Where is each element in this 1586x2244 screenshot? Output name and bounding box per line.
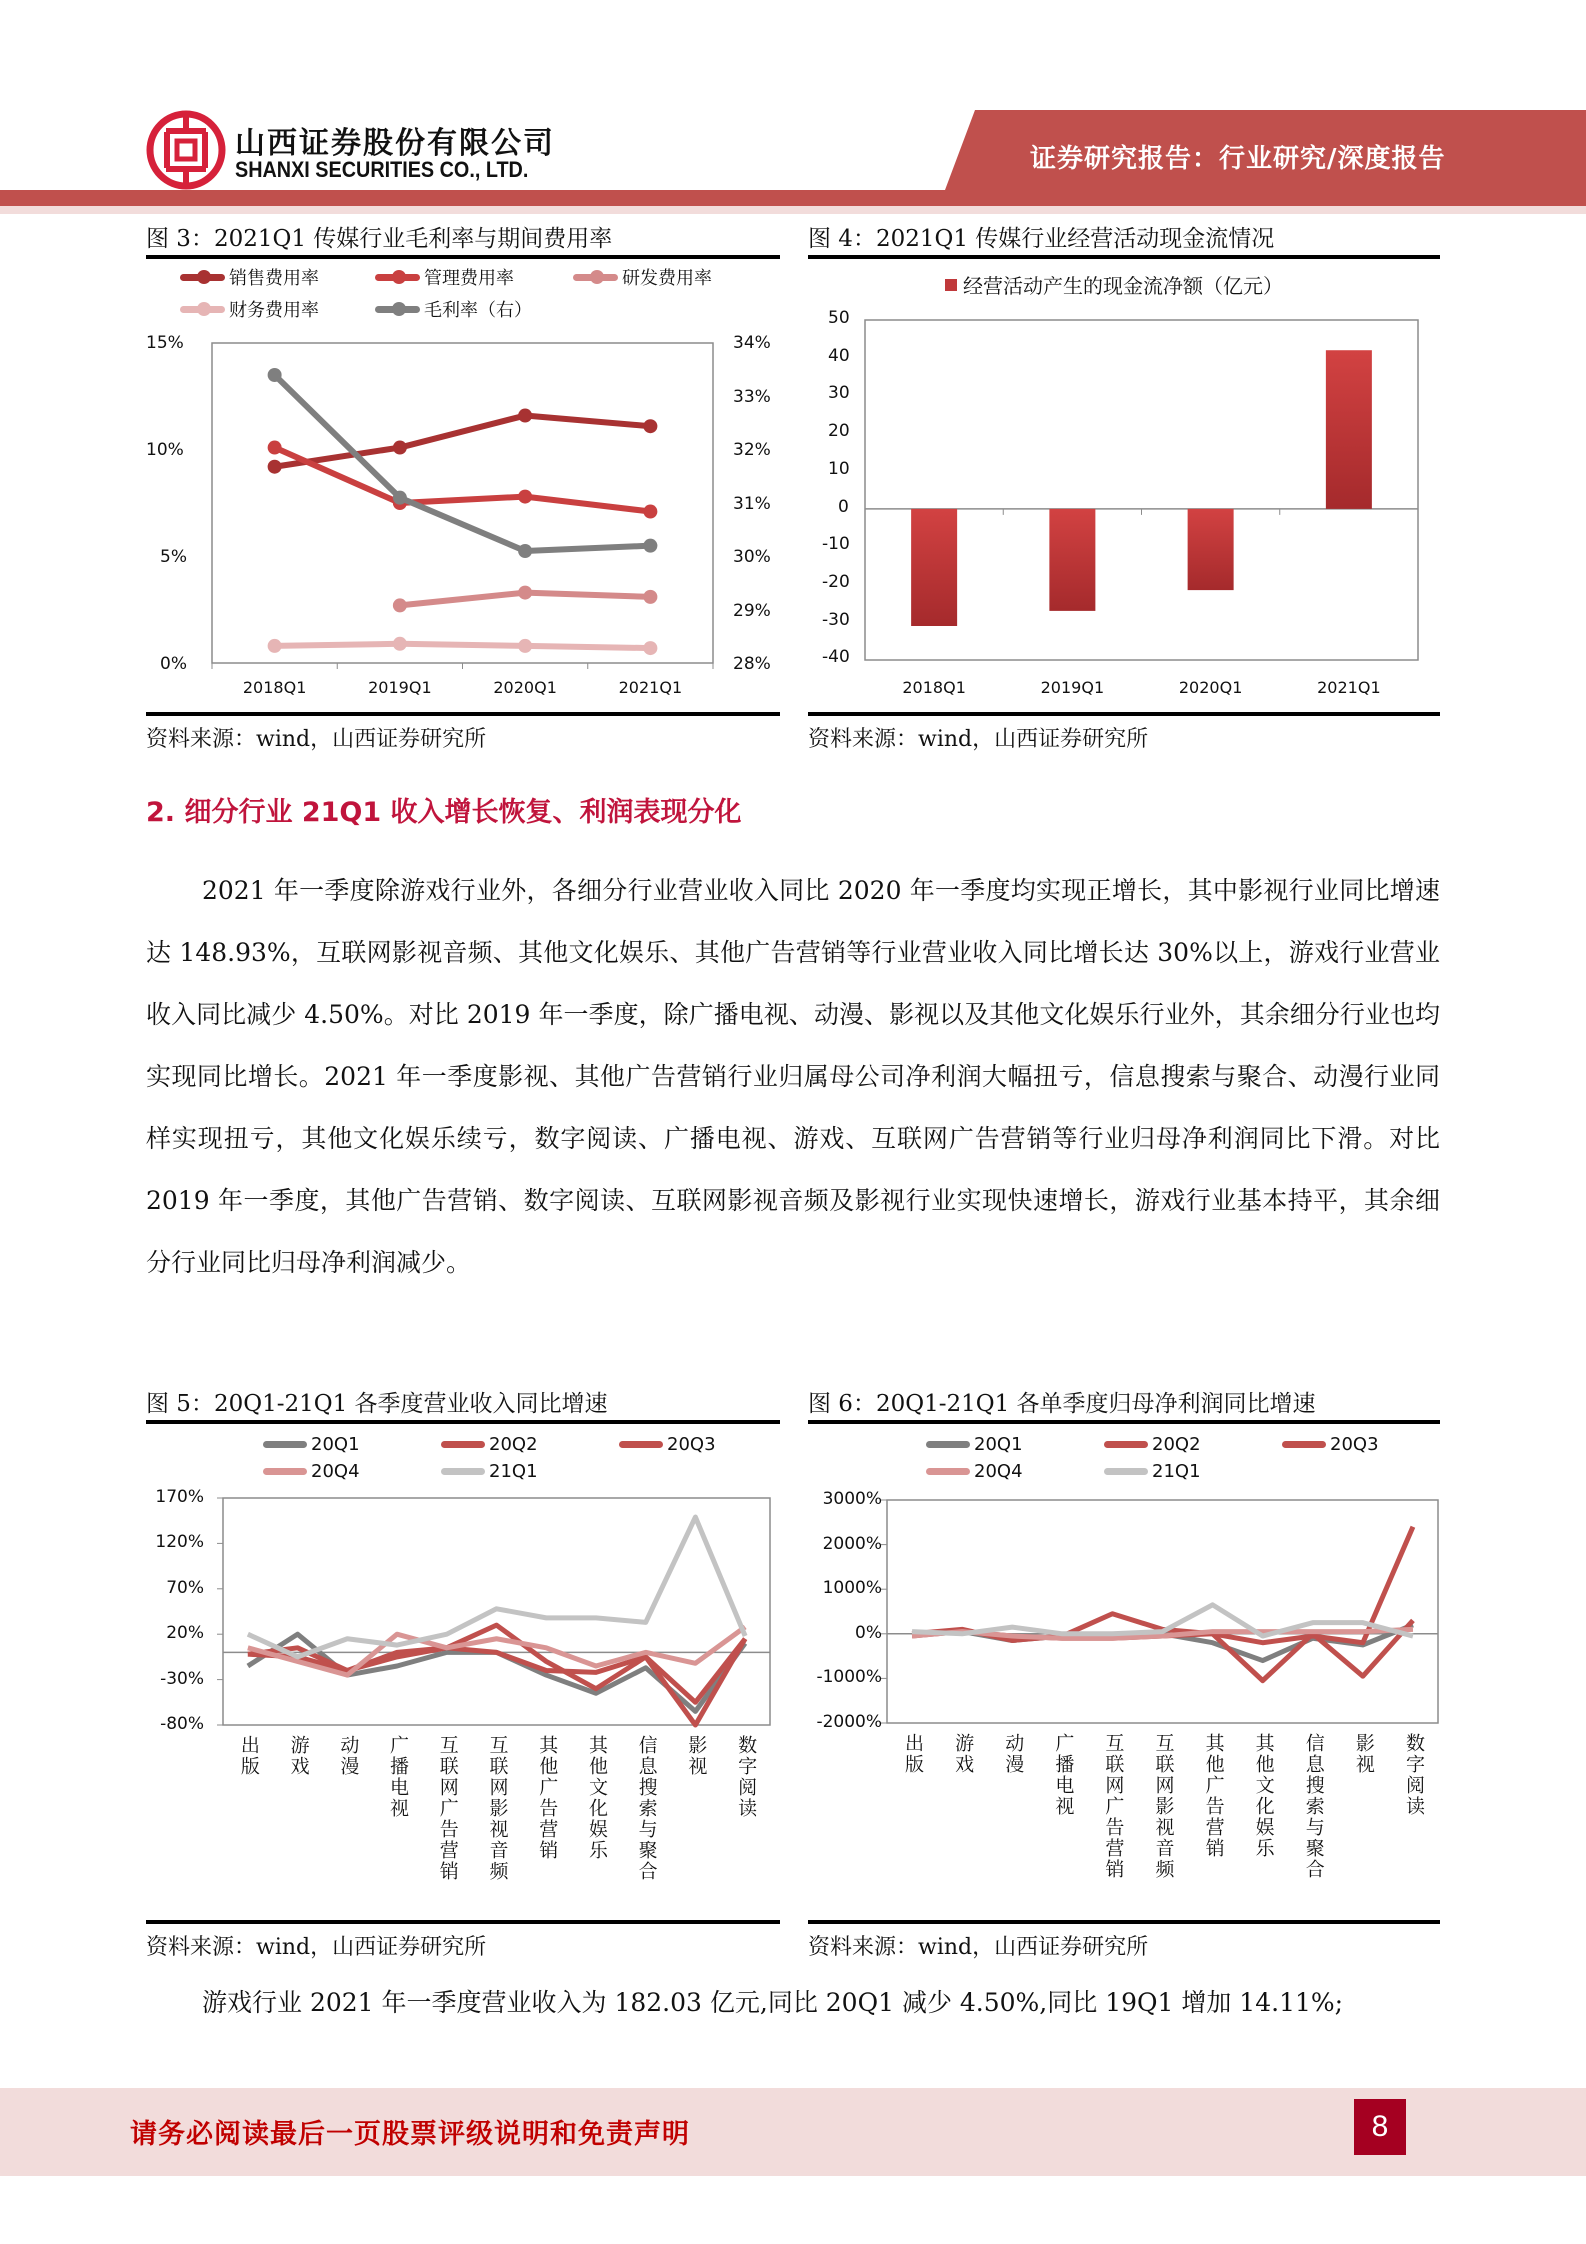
axis-tick-label: -30% <box>160 1668 204 1689</box>
legend-label: 经营活动产生的现金流净额（亿元） <box>963 274 1283 298</box>
axis-tick-label: 10 <box>828 458 850 479</box>
axis-tick-label: 2021Q1 <box>1317 678 1381 697</box>
company-name-cn: 山西证券股份有限公司 <box>235 126 555 161</box>
axis-tick-label: 2019Q1 <box>1040 678 1105 697</box>
axis-tick-label: 2020Q1 <box>493 678 557 697</box>
axis-tick-label: 0 <box>838 496 849 517</box>
axis-category-label: 影视 <box>685 1735 708 1777</box>
axis-tick-label: -10 <box>822 534 850 555</box>
axis-tick-label: 32% <box>733 440 771 460</box>
axis-category-label: 出版 <box>902 1733 925 1775</box>
legend-item <box>926 1434 1023 1455</box>
legend-label: 21Q1 <box>489 1461 538 1482</box>
figure-4-rule <box>808 255 1440 259</box>
legend-swatch-icon <box>263 1468 307 1475</box>
axis-tick-label: 3000% <box>822 1489 882 1509</box>
legend-swatch-icon <box>1282 1441 1326 1448</box>
axis-category-label: 数字阅读 <box>1402 1733 1425 1817</box>
figure-5-rule-bottom <box>146 1920 780 1924</box>
figure-5-rule <box>146 1420 780 1424</box>
axis-tick-label: -40 <box>822 647 850 668</box>
axis-category-label: 动漫 <box>337 1735 360 1777</box>
legend-item <box>375 296 532 322</box>
legend-label: 毛利率（右） <box>424 300 532 321</box>
figure-6-plot <box>800 1480 1440 1730</box>
axis-tick-label: 2019Q1 <box>368 678 432 697</box>
axis-category-label: 游戏 <box>287 1735 310 1777</box>
company-name-en: SHANXI SECURITIES CO., LTD. <box>235 157 529 182</box>
figure-3-rule-bottom <box>146 712 780 716</box>
legend-swatch-icon <box>263 1441 307 1448</box>
axis-tick-label: 70% <box>166 1577 204 1598</box>
axis-tick-label: 170% <box>155 1487 204 1507</box>
legend-item <box>926 1461 1023 1482</box>
legend-swatch-icon <box>573 274 618 281</box>
axis-category-label: 互联网广告营销 <box>1102 1733 1125 1880</box>
legend-swatch-icon <box>375 306 420 313</box>
header-band <box>0 190 1586 206</box>
legend-label: 财务费用率 <box>229 300 319 321</box>
axis-category-label: 其他广告营销 <box>1202 1733 1225 1859</box>
legend-item <box>180 296 319 322</box>
legend-label: 20Q4 <box>311 1461 360 1482</box>
axis-tick-label: 30% <box>733 547 771 567</box>
figure-4-plot <box>800 300 1440 700</box>
axis-tick-label: 1000% <box>822 1578 882 1599</box>
legend-label: 研发费用率 <box>622 268 712 289</box>
figure-5-source: 资料来源：wind，山西证券研究所 <box>146 1935 487 1960</box>
axis-tick-label: -80% <box>160 1714 204 1734</box>
axis-category-label: 其他广告营销 <box>536 1735 559 1861</box>
axis-tick-label: 33% <box>733 386 771 407</box>
axis-category-label: 其他文化娱乐 <box>585 1735 608 1861</box>
legend-label: 20Q2 <box>489 1434 538 1455</box>
axis-tick-label: 28% <box>733 654 771 674</box>
figure-6-source: 资料来源：wind，山西证券研究所 <box>808 1935 1149 1960</box>
legend-label: 21Q1 <box>1152 1461 1201 1482</box>
legend-swatch-icon <box>1104 1468 1148 1475</box>
legend-item <box>1104 1461 1201 1482</box>
axis-tick-label: 5% <box>160 547 187 567</box>
axis-tick-label: 34% <box>733 333 771 353</box>
figure-5-plot <box>140 1480 780 1730</box>
legend-item <box>619 1434 716 1455</box>
axis-tick-label: -30 <box>822 609 850 630</box>
figure-4-title: 图 4：2021Q1 传媒行业经营活动现金流情况 <box>808 226 1275 252</box>
axis-tick-label: 29% <box>733 600 771 621</box>
legend-label: 20Q2 <box>1152 1434 1201 1455</box>
legend-item <box>441 1434 538 1455</box>
report-type: 证券研究报告：行业研究/深度报告 <box>1030 144 1446 174</box>
axis-tick-label: 31% <box>733 493 771 514</box>
legend-swatch-icon <box>441 1468 485 1475</box>
figure-3-plot <box>140 320 780 700</box>
header-band-light <box>0 206 1586 214</box>
axis-tick-label: 15% <box>146 333 184 353</box>
axis-category-label: 游戏 <box>952 1733 975 1775</box>
axis-tick-label: -20 <box>822 571 850 592</box>
axis-category-label: 其他文化娱乐 <box>1252 1733 1275 1859</box>
page-number: 8 <box>1354 2099 1406 2155</box>
axis-tick-label: 2000% <box>822 1533 882 1554</box>
axis-category-label: 影视 <box>1352 1733 1375 1775</box>
axis-category-label: 互联网广告营销 <box>436 1735 459 1882</box>
figure-4-source: 资料来源：wind，山西证券研究所 <box>808 727 1149 752</box>
axis-category-label: 数字阅读 <box>735 1735 758 1819</box>
legend-item <box>1282 1434 1379 1455</box>
axis-tick-label: 2018Q1 <box>242 678 307 697</box>
body-paragraph: 2021 年一季度除游戏行业外，各细分行业营业收入同比 2020 年一季度均实现正增长，其中影视行业同比增速达 148.93%，互联网影视音频、其他文化娱乐、其他广告营销等行业营业收入同比增长达 30%以上，游戏行业营业收入同比减少 4.50%。对比 2019 年一季度，除广播电视、动漫、影视以及其他文化娱乐行业外，其余细分行业也均实现同比增长。2021 年一季度影视、其他广告营销行业归属母公司净利润大幅扭亏，信息搜索与聚合、动漫行业同样实现扭亏，其他文化娱乐续亏，数字阅读、广播电视、游戏、互联网广告营销等行业归母净利润同比下滑。对比 2019 年一季度，其他广告营销、数字阅读、互联网影视音频及影视行业实现快速增长，游戏行业基本持平，其余细分行业同比归母净利润减少。 <box>146 876 1440 1277</box>
axis-tick-label: 20 <box>828 421 850 442</box>
axis-tick-label: 50 <box>828 308 850 328</box>
axis-tick-label: -1000% <box>816 1667 882 1688</box>
axis-category-label: 广播电视 <box>387 1735 410 1819</box>
legend-swatch-icon <box>180 306 225 313</box>
legend-label: 20Q4 <box>974 1461 1023 1482</box>
legend-item <box>441 1461 538 1482</box>
axis-tick-label: 40 <box>828 345 850 366</box>
legend-label: 20Q3 <box>1330 1434 1379 1455</box>
legend-swatch-icon <box>375 274 420 281</box>
legend-label: 20Q1 <box>974 1434 1023 1455</box>
axis-tick-label: -2000% <box>816 1712 882 1732</box>
figure-6-title: 图 6：20Q1-21Q1 各单季度归母净利润同比增速 <box>808 1391 1316 1417</box>
figure-3-title: 图 3：2021Q1 传媒行业毛利率与期间费用率 <box>146 226 613 252</box>
axis-category-label: 动漫 <box>1002 1733 1025 1775</box>
legend-swatch-icon <box>619 1441 663 1448</box>
legend-item <box>180 264 319 290</box>
figure-6-rule <box>808 1420 1440 1424</box>
section-heading: 2. 细分行业 21Q1 收入增长恢复、利润表现分化 <box>146 797 742 828</box>
axis-category-label: 广播电视 <box>1052 1733 1075 1817</box>
legend-swatch-icon <box>926 1468 970 1475</box>
axis-tick-label: 2018Q1 <box>902 678 966 697</box>
figure-4-rule-bottom <box>808 712 1440 716</box>
legend-swatch-icon <box>441 1441 485 1448</box>
legend-item <box>263 1434 360 1455</box>
axis-tick-label: 2021Q1 <box>618 678 683 697</box>
axis-category-label: 互联网影视音频 <box>486 1735 509 1882</box>
legend-item <box>1104 1434 1201 1455</box>
legend-swatch-icon <box>1104 1441 1148 1448</box>
legend-label: 20Q1 <box>311 1434 360 1455</box>
figure-3-source: 资料来源：wind，山西证券研究所 <box>146 727 487 752</box>
axis-category-label: 出版 <box>237 1735 260 1777</box>
axis-tick-label: 10% <box>146 440 184 460</box>
axis-tick-label: 20% <box>166 1623 204 1644</box>
figure-3-rule <box>146 255 780 259</box>
axis-tick-label: 120% <box>155 1532 204 1553</box>
axis-category-label: 信息搜索与聚合 <box>635 1735 658 1882</box>
legend-label: 销售费用率 <box>229 268 319 289</box>
axis-category-label: 信息搜索与聚合 <box>1302 1733 1325 1880</box>
legend-item <box>573 264 712 290</box>
axis-category-label: 互联网影视音频 <box>1152 1733 1175 1880</box>
legend-label: 管理费用率 <box>424 268 514 289</box>
axis-tick-label: 0% <box>160 654 187 674</box>
legend-swatch-icon <box>945 279 957 291</box>
legend-swatch-icon <box>180 274 225 281</box>
axis-tick-label: 2020Q1 <box>1178 678 1243 697</box>
legend-item <box>375 264 514 290</box>
figure-5-title: 图 5：20Q1-21Q1 各季度营业收入同比增速 <box>146 1391 608 1417</box>
axis-tick-label: 0% <box>855 1622 882 1643</box>
figure-4-legend <box>945 270 1283 299</box>
legend-item <box>263 1461 360 1482</box>
footer-disclaimer: 请务必阅读最后一页股票评级说明和免责声明 <box>130 2119 690 2150</box>
body-paragraph-2: 游戏行业 2021 年一季度营业收入为 182.03 亿元,同比 20Q1 减少 4.50%,同比 19Q1 增加 14.11%; <box>202 1988 1344 2017</box>
figure-6-rule-bottom <box>808 1920 1440 1924</box>
company-logo-icon <box>146 110 226 190</box>
legend-label: 20Q3 <box>667 1434 716 1455</box>
axis-tick-label: 30 <box>828 383 850 404</box>
legend-swatch-icon <box>926 1441 970 1448</box>
